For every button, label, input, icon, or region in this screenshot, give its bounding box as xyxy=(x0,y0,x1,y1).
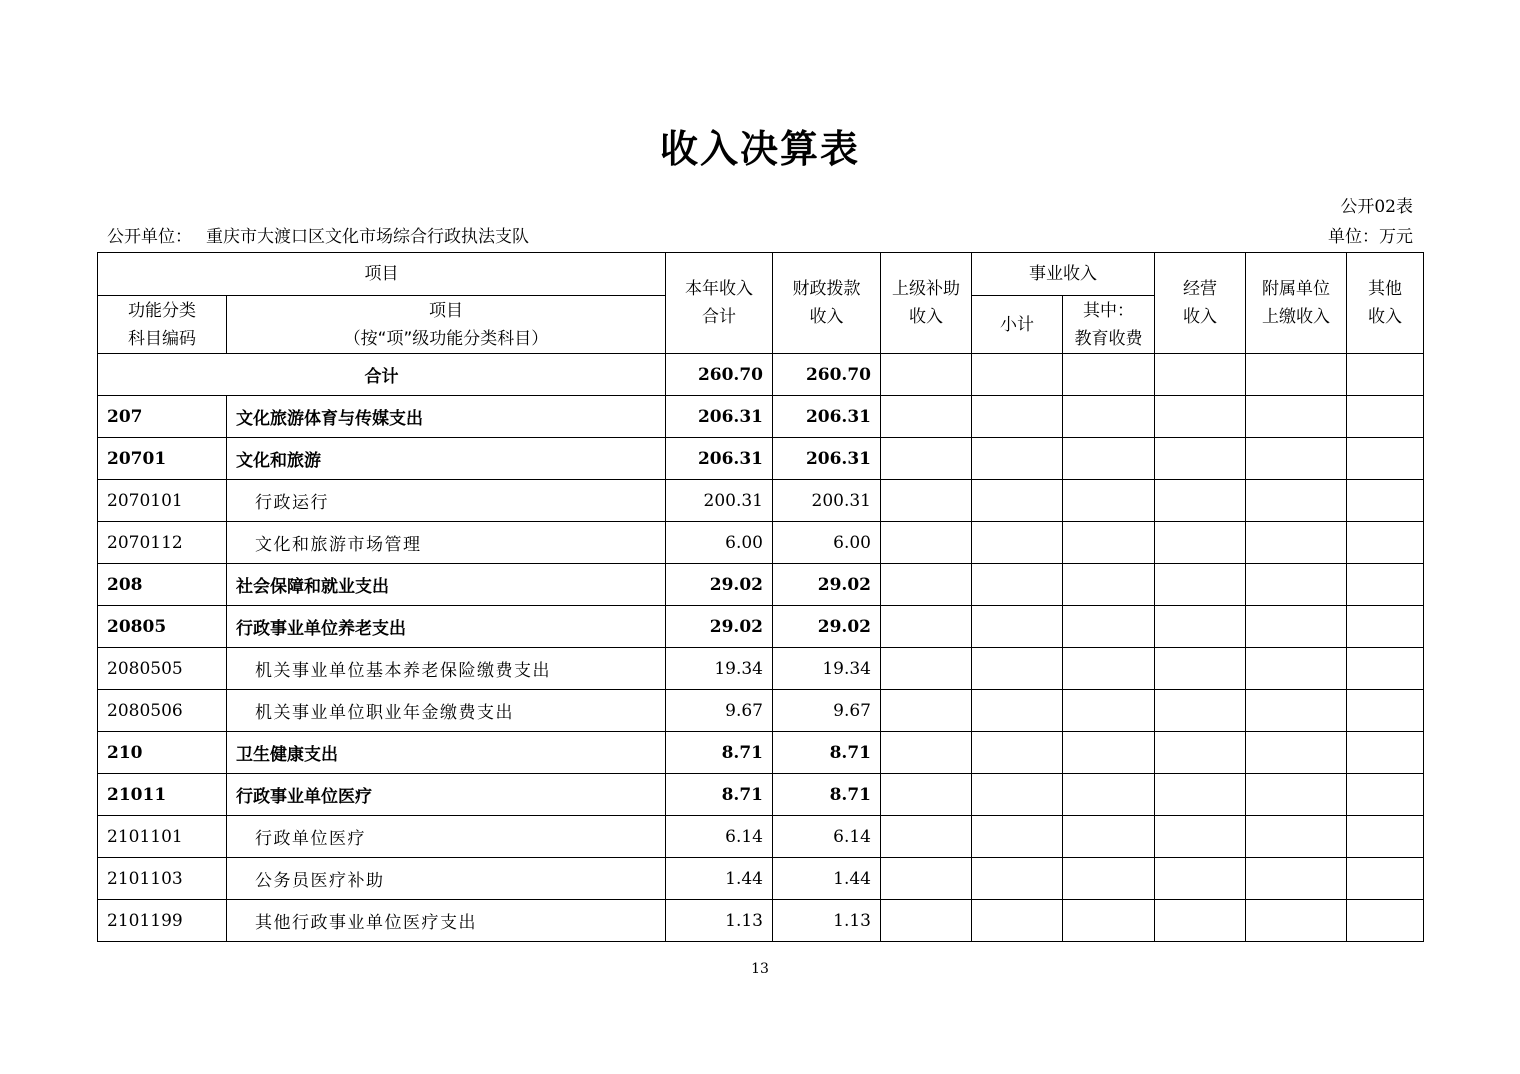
row-total: 6.14 xyxy=(666,816,773,858)
row-total: 1.13 xyxy=(666,900,773,942)
row-fiscal: 1.13 xyxy=(773,900,881,942)
row-name: 行政单位医疗 xyxy=(227,816,666,858)
currency-unit: 单位：万元 xyxy=(1328,227,1413,247)
table-row xyxy=(98,816,1424,858)
header-subtotal: 小计 xyxy=(972,296,1063,354)
row-name: 卫生健康支出 xyxy=(227,732,666,774)
row-total: 206.31 xyxy=(666,438,773,480)
row-name: 文化和旅游市场管理 xyxy=(227,522,666,564)
table-row xyxy=(98,606,1424,648)
row-code: 2080505 xyxy=(98,648,227,690)
row-total: 29.02 xyxy=(666,564,773,606)
header-operating: 经营 收入 xyxy=(1155,253,1246,354)
table-row xyxy=(98,438,1424,480)
total-row xyxy=(98,354,1424,396)
row-fiscal: 29.02 xyxy=(773,606,881,648)
table-row xyxy=(98,396,1424,438)
header-edu: 其中： 教育收费 xyxy=(1063,296,1155,354)
row-code: 2101199 xyxy=(98,900,227,942)
table-row xyxy=(98,690,1424,732)
row-fiscal: 6.14 xyxy=(773,816,881,858)
row-code: 2070112 xyxy=(98,522,227,564)
header-total: 本年收入 合计 xyxy=(666,253,773,354)
unit-info xyxy=(107,222,529,247)
row-total: 29.02 xyxy=(666,606,773,648)
row-fiscal: 206.31 xyxy=(773,396,881,438)
table-row xyxy=(98,858,1424,900)
table-row xyxy=(98,480,1424,522)
unit-label: 公开单位： xyxy=(107,227,192,247)
header-other: 其他 收入 xyxy=(1347,253,1424,354)
header-subsidy: 上级补助 收入 xyxy=(881,253,972,354)
header-business: 事业收入 xyxy=(972,253,1155,296)
row-fiscal: 19.34 xyxy=(773,648,881,690)
row-code: 210 xyxy=(98,732,227,774)
row-name: 社会保障和就业支出 xyxy=(227,564,666,606)
row-code: 2101101 xyxy=(98,816,227,858)
row-total: 206.31 xyxy=(666,396,773,438)
form-number: 公开02表 xyxy=(1340,197,1413,217)
table-row xyxy=(98,648,1424,690)
table-row xyxy=(98,522,1424,564)
row-total: 19.34 xyxy=(666,648,773,690)
row-code: 208 xyxy=(98,564,227,606)
row-name: 机关事业单位职业年金缴费支出 xyxy=(227,690,666,732)
row-total: 8.71 xyxy=(666,732,773,774)
row-name: 行政事业单位医疗 xyxy=(227,774,666,816)
row-name: 文化和旅游 xyxy=(227,438,666,480)
row-total: 9.67 xyxy=(666,690,773,732)
row-fiscal: 29.02 xyxy=(773,564,881,606)
row-name: 机关事业单位基本养老保险缴费支出 xyxy=(227,648,666,690)
row-total: 1.44 xyxy=(666,858,773,900)
table-row xyxy=(98,732,1424,774)
row-code: 2080506 xyxy=(98,690,227,732)
row-code: 20701 xyxy=(98,438,227,480)
row-fiscal: 200.31 xyxy=(773,480,881,522)
unit-name: 重庆市大渡口区文化市场综合行政执法支队 xyxy=(206,227,529,247)
header-item: 项目 xyxy=(98,253,666,296)
income-table xyxy=(97,252,1424,942)
row-name: 行政事业单位养老支出 xyxy=(227,606,666,648)
table-row xyxy=(98,564,1424,606)
header-code: 功能分类 科目编码 xyxy=(98,296,227,354)
page-number: 13 xyxy=(751,961,769,977)
row-total: 8.71 xyxy=(666,774,773,816)
row-code: 21011 xyxy=(98,774,227,816)
row-fiscal: 9.67 xyxy=(773,690,881,732)
row-name: 其他行政事业单位医疗支出 xyxy=(227,900,666,942)
row-name: 文化旅游体育与传媒支出 xyxy=(227,396,666,438)
row-name: 公务员医疗补助 xyxy=(227,858,666,900)
row-fiscal: 206.31 xyxy=(773,438,881,480)
total-label: 合计 xyxy=(98,354,666,396)
page-title: 收入决算表 xyxy=(659,127,860,171)
row-fiscal: 8.71 xyxy=(773,774,881,816)
table-row xyxy=(98,774,1424,816)
row-name: 行政运行 xyxy=(227,480,666,522)
row-total: 6.00 xyxy=(666,522,773,564)
row-code: 2070101 xyxy=(98,480,227,522)
header-fiscal: 财政拨款 收入 xyxy=(773,253,881,354)
row-fiscal: 1.44 xyxy=(773,858,881,900)
header-affiliated: 附属单位 上缴收入 xyxy=(1246,253,1347,354)
total-amount: 260.70 xyxy=(666,354,773,396)
table-row xyxy=(98,900,1424,942)
row-fiscal: 8.71 xyxy=(773,732,881,774)
header-name: 项目 （按“项”级功能分类科目） xyxy=(227,296,666,354)
row-total: 200.31 xyxy=(666,480,773,522)
total-fiscal: 260.70 xyxy=(773,354,881,396)
row-fiscal: 6.00 xyxy=(773,522,881,564)
row-code: 2101103 xyxy=(98,858,227,900)
row-code: 20805 xyxy=(98,606,227,648)
row-code: 207 xyxy=(98,396,227,438)
